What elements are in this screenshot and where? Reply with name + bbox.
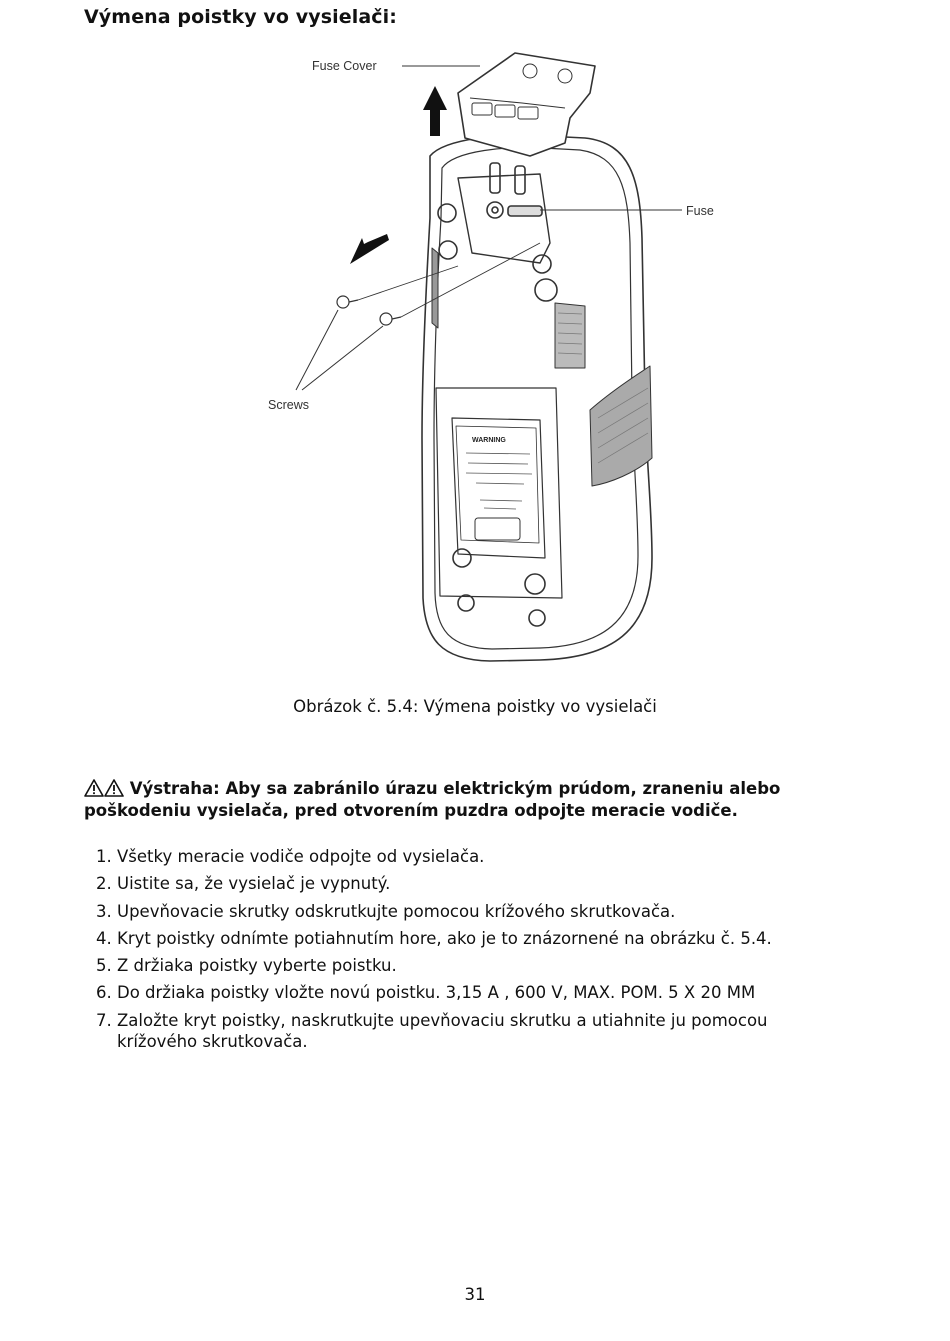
list-item <box>96 873 836 894</box>
step-number: 6. <box>96 983 112 1003</box>
step-number: 1. <box>96 847 112 866</box>
step-text: Všetky meracie vodiče odpojte od vysielača. <box>117 847 485 866</box>
list-item <box>96 955 836 976</box>
step-number: 4. <box>96 928 112 948</box>
list-item <box>96 901 836 922</box>
up-arrow-icon <box>423 86 447 136</box>
warning-block <box>84 778 884 822</box>
warning-plate-label: WARNING <box>472 437 506 444</box>
fuse-cover <box>458 53 595 156</box>
fuse-cover-label: Fuse Cover <box>312 59 377 73</box>
step-number: 7. <box>96 1010 112 1030</box>
step-text: Založte kryt poistky, naskrutkujte upevňovaciu skrutku a utiahnite ju pomocou krížového skrutkovača. <box>117 1010 768 1051</box>
step-text: Kryt poistky odnímte potiahnutím hore, ako je to znázornené na obrázku č. 5.4. <box>117 928 772 948</box>
fuse-replacement-figure <box>240 38 740 688</box>
left-arrow-icon <box>350 234 389 264</box>
list-item <box>96 1010 836 1052</box>
list-item <box>96 846 836 867</box>
warning-triangle-icon <box>104 779 124 797</box>
rear-grill <box>590 366 652 486</box>
step-number: 5. <box>96 956 112 976</box>
step-text: Z držiaka poistky vyberte poistku. <box>117 956 397 976</box>
warning-triangle-icon <box>84 779 104 797</box>
fuse <box>508 206 542 216</box>
steps-list <box>96 846 836 1058</box>
screws-label: Screws <box>268 398 309 412</box>
fuse-label: Fuse <box>686 204 714 218</box>
step-number: 2. <box>96 874 112 894</box>
step-text: Do držiaka poistky vložte novú poistku. 3,15 A , 600 V, MAX. POM. 5 X 20 MM <box>117 983 756 1003</box>
step-text: Uistite sa, že vysielač je vypnutý. <box>117 874 391 894</box>
page-number: 31 <box>464 1285 486 1304</box>
fuse-compartment <box>458 174 550 263</box>
figure-caption: Obrázok č. 5.4: Výmena poistky vo vysielači <box>293 697 657 716</box>
step-number: 3. <box>96 901 112 921</box>
section-heading: Výmena poistky vo vysielači: <box>84 6 397 28</box>
list-item <box>96 982 836 1003</box>
step-text: Upevňovacie skrutky odskrutkujte pomocou krížového skrutkovača. <box>117 901 676 921</box>
list-item <box>96 928 836 949</box>
warning-text: Výstraha: Aby sa zabránilo úrazu elektrickým prúdom, zraneniu alebo poškodeniu vysielača, pred otvorením puzdra odpojte meracie vodiče. <box>84 779 781 820</box>
screws <box>337 296 401 325</box>
